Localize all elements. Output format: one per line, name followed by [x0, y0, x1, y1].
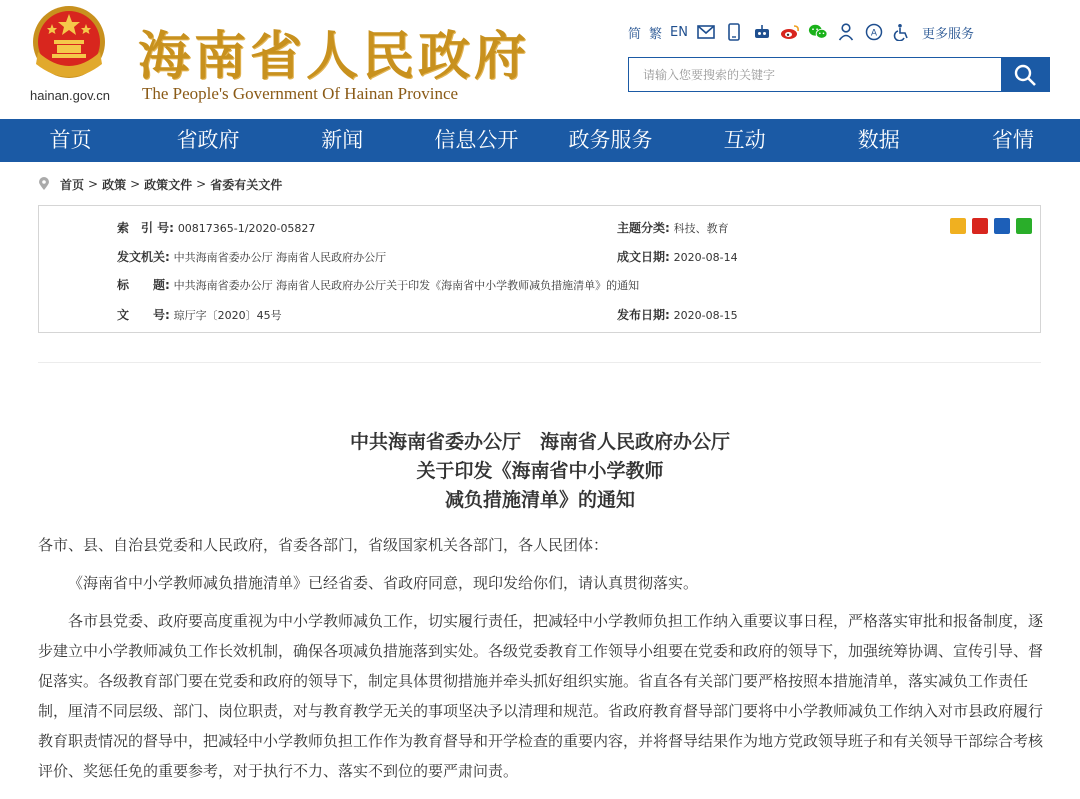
- svg-text:A: A: [870, 28, 878, 39]
- wechat-share-icon[interactable]: [1016, 218, 1032, 234]
- meta-issuer-value: 中共海南省委办公厅 海南省人民政府办公厅: [173, 251, 387, 264]
- meta-date-value: 2020-08-14: [673, 251, 738, 264]
- mail-icon[interactable]: [696, 22, 716, 42]
- meta-pubdate: [617, 306, 738, 323]
- meta-title-label: 标 题:: [117, 278, 170, 292]
- weibo-icon[interactable]: [780, 22, 800, 42]
- search-input[interactable]: [629, 58, 1001, 91]
- breadcrumb-separator: >: [130, 177, 141, 191]
- meta-docno: [117, 306, 282, 323]
- meta-title: [117, 276, 639, 293]
- article-title-line: 中共海南省委办公厅 海南省人民政府办公厅: [349, 431, 730, 453]
- meta-date-label: 成文日期:: [617, 250, 670, 264]
- traditional-chinese-link[interactable]: 繁: [649, 26, 663, 42]
- header-toolbar: [628, 20, 974, 44]
- nav-item-province-overview[interactable]: 省情: [991, 128, 1034, 152]
- nav-item-news[interactable]: 新闻: [321, 128, 364, 152]
- meta-issuer: [117, 248, 386, 265]
- share-bar: [950, 218, 1032, 234]
- article-title: [0, 428, 1080, 515]
- meta-category: [617, 219, 729, 236]
- accessibility-icon[interactable]: [892, 22, 912, 42]
- meta-issuer-label: 发文机关:: [117, 250, 170, 264]
- breadcrumb: [38, 175, 282, 193]
- nav-item-government-services[interactable]: 政务服务: [568, 128, 653, 152]
- site-domain: hainan.gov.cn: [30, 88, 110, 103]
- site-title[interactable]: 海南省人民政府: [138, 27, 531, 87]
- article-paragraph: 各市县党委、政府要高度重视为中小学教师减负工作，切实履行责任，把减轻中小学教师负担工作纳入重要议事日程，严格落实审批和报备制度，逐步建立中小学教师减负工作长效机制，确保各项减负措施落到实处。各级党委教育工作领导小组要在党委和政府的领导下，加强统筹协调、宣传引导、督促落实。各级教育部门要在党委和政府的领导下，制定具体贯彻措施并牵头抓好组织实施。省直各有关部门要严格按照本措施清单，落实减负工作责任制，厘清不同层级、部门、岗位职责，对与教育教学无关的事项坚决予以清理和规范。省政府教育督导部门要将中小学教师减负工作纳入对市县政府履行教育职责情况的督导中，把减轻中小学教师负担工作作为教育督导和开学检查的重要内容，并将督导结果作为地方党政领导班子和有关领导干部综合考核评价、奖惩任免的重要参考，对于执行不力、落实不到位的要严肃问责。: [38, 612, 1044, 780]
- wechat-icon[interactable]: [808, 22, 828, 42]
- meta-index-label: 索 引 号:: [117, 221, 174, 235]
- main-nav: [0, 119, 1080, 162]
- breadcrumb-separator: >: [196, 177, 207, 191]
- mobile-icon[interactable]: [724, 22, 744, 42]
- content-divider: [38, 362, 1041, 363]
- elderly-care-icon[interactable]: [864, 22, 884, 42]
- article-title-line: 关于印发《海南省中小学教师: [416, 460, 664, 482]
- meta-index-value: 00817365-1/2020-05827: [177, 222, 316, 235]
- search-icon: [1013, 63, 1037, 87]
- breadcrumb-home[interactable]: 首页: [60, 177, 85, 192]
- site-header: [0, 0, 1080, 119]
- meta-docno-value: 琼厅字〔2020〕45号: [173, 309, 282, 322]
- location-pin-icon: [38, 177, 50, 191]
- meta-pubdate-label: 发布日期:: [617, 308, 670, 322]
- nav-item-data[interactable]: 数据: [857, 128, 900, 152]
- meta-index: [117, 219, 315, 236]
- meta-pubdate-value: 2020-08-15: [673, 309, 738, 322]
- english-link[interactable]: EN: [670, 24, 688, 40]
- simplified-chinese-link[interactable]: 简: [628, 26, 642, 42]
- more-services-link[interactable]: 更多服务: [921, 26, 974, 42]
- nav-item-home[interactable]: 首页: [49, 128, 92, 152]
- meta-title-value: 中共海南省委办公厅 海南省人民政府办公厅关于印发《海南省中小学教师减负措施清单》的通知: [173, 279, 640, 292]
- meta-docno-label: 文 号:: [117, 308, 170, 322]
- site-subtitle: The People's Government Of Hainan Province: [142, 84, 459, 103]
- search-box: [628, 57, 1050, 92]
- weibo-share-icon[interactable]: [972, 218, 988, 234]
- meta-date: [617, 248, 738, 265]
- nav-item-province-government[interactable]: 省政府: [176, 128, 240, 152]
- national-emblem-icon[interactable]: [30, 4, 108, 86]
- nav-item-information-disclosure[interactable]: 信息公开: [434, 128, 519, 152]
- qzone-share-icon[interactable]: [950, 218, 966, 234]
- breadcrumb-current[interactable]: 省委有关文件: [210, 177, 283, 192]
- search-button[interactable]: [1001, 58, 1049, 91]
- article-paragraph: 《海南省中小学教师减负措施清单》已经省委、省政府同意，现印发给你们，请认真贯彻落实。: [68, 574, 699, 592]
- article-title-line: 减负措施清单》的通知: [444, 489, 635, 511]
- breadcrumb-policy-documents[interactable]: 政策文件: [144, 177, 193, 192]
- article-salutation: 各市、县、自治县党委和人民政府，省委各部门，省级国家机关各部门，各人民团体：: [38, 536, 609, 554]
- article-body: [38, 530, 1048, 794]
- renren-share-icon[interactable]: [994, 218, 1010, 234]
- breadcrumb-policy[interactable]: 政策: [102, 177, 127, 192]
- document-meta-box: [38, 205, 1041, 333]
- robot-icon[interactable]: [752, 22, 772, 42]
- breadcrumb-separator: >: [88, 177, 99, 191]
- meta-category-value: 科技、教育: [673, 222, 729, 235]
- nav-item-interaction[interactable]: 互动: [723, 128, 766, 152]
- meta-category-label: 主题分类:: [617, 221, 670, 235]
- user-icon[interactable]: [836, 22, 856, 42]
